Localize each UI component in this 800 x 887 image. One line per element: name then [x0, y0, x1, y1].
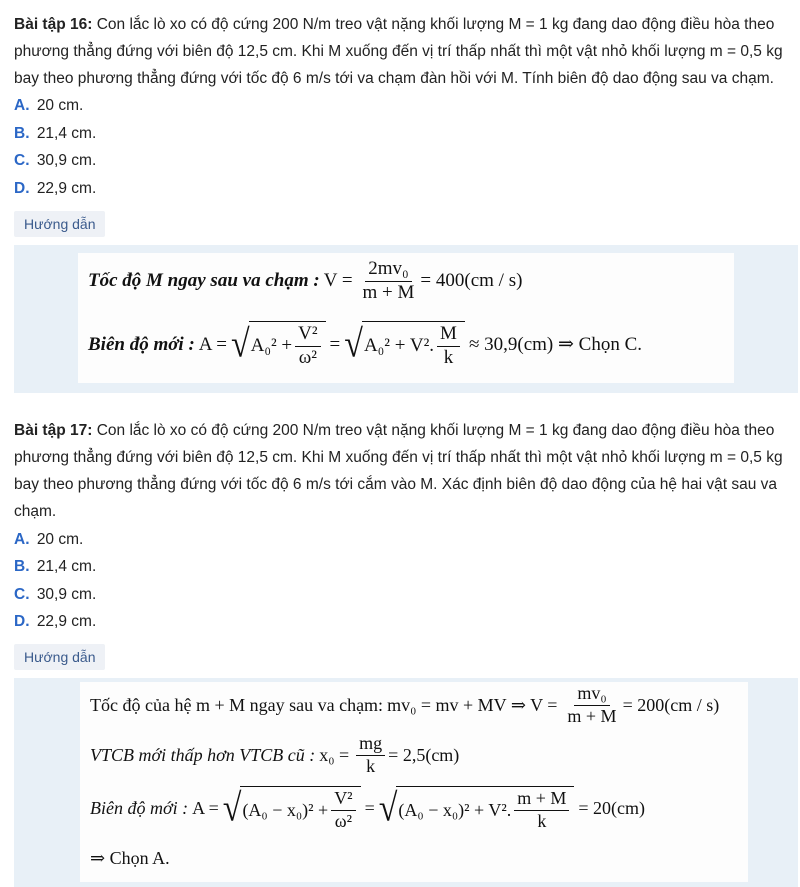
q16-solution-panel: [14, 245, 798, 393]
sol-fraction: [331, 789, 355, 832]
sol-fraction: [356, 734, 385, 777]
question-16-title: Bài tập 16:: [14, 16, 93, 33]
q16-option-b[interactable]: [14, 120, 96, 148]
frac-den: k: [537, 810, 547, 831]
frac-den: m + M: [567, 705, 617, 726]
frac-den: k: [443, 346, 454, 368]
option-text: 20 cm.: [36, 97, 84, 114]
q16-sol-line-2: [88, 321, 646, 369]
question-16: [14, 11, 786, 92]
sol-eq: =: [329, 333, 341, 355]
q17-solution-panel: [14, 678, 798, 887]
sol-eq: =: [364, 798, 375, 819]
sol-lhs: x₀ =: [319, 744, 350, 765]
sol-label: Tốc độ M ngay sau va chạm :: [88, 270, 320, 292]
q16-option-d[interactable]: [14, 175, 96, 203]
sol-label: Tốc độ của hệ m + M ngay sau va chạm:: [90, 694, 384, 715]
question-17: [14, 417, 786, 525]
frac-num: 2mv₀: [365, 259, 411, 282]
q17-solution-image: [80, 682, 748, 882]
sqrt-expression: [379, 786, 575, 832]
question-17-text: Con lắc lò xo có độ cứng 200 N/m treo vật nặng khối lượng M = 1 kg đang dao động điều hòa theo phương thẳng đứng với biên độ 12,5 cm. Khi M xuống đến vị trí thấp nhất thì một vật nhỏ khối lượng m = 0,5 kg bay theo phương thẳng đứng với tốc độ 6 m/s tới cắm vào M. Xác định biên độ dao động của hệ hai vật sau va chạm.: [14, 422, 783, 520]
frac-den: ω²: [334, 810, 353, 831]
q17-sol-line-3: [90, 786, 649, 832]
q17-option-b[interactable]: [14, 553, 96, 581]
sol-fraction: [360, 259, 418, 304]
option-letter: B.: [14, 125, 30, 142]
sqrt-expression: [344, 321, 465, 369]
sol-term: A₀² +: [250, 335, 293, 357]
radical-sign: √: [344, 323, 363, 366]
option-letter: C.: [14, 152, 30, 169]
sol-rhs: = 20(cm): [578, 798, 646, 819]
q17-option-a[interactable]: [14, 526, 83, 554]
question-17-title: Bài tập 17:: [14, 422, 93, 439]
q17-option-c[interactable]: [14, 581, 96, 609]
option-letter: B.: [14, 558, 30, 575]
q16-guide-button[interactable]: Hướng dẫn: [14, 211, 105, 237]
option-text: 21,4 cm.: [36, 558, 97, 575]
q16-solution-image: [78, 253, 734, 383]
option-text: 30,9 cm.: [36, 586, 97, 603]
radical-sign: √: [222, 786, 242, 830]
option-text: 30,9 cm.: [36, 152, 97, 169]
sol-term: (A₀ − x₀)² +: [242, 799, 329, 820]
option-letter: C.: [14, 586, 30, 603]
frac-den: ω²: [298, 346, 317, 368]
option-text: 22,9 cm.: [36, 613, 97, 630]
sol-lhs: A =: [192, 798, 219, 819]
sol-rhs: = 400(cm / s): [420, 270, 523, 292]
q17-option-d[interactable]: [14, 608, 96, 636]
q16-sol-line-1: [88, 259, 522, 304]
sqrt-expression: [223, 786, 361, 832]
sol-eq: mv₀ = mv + MV ⇒ V =: [387, 694, 558, 715]
sol-fraction: [295, 324, 320, 369]
frac-num: mg: [356, 734, 385, 756]
option-letter: D.: [14, 613, 30, 630]
sol-label: VTCB mới thấp hơn VTCB cũ :: [90, 744, 316, 765]
q16-option-a[interactable]: [14, 92, 83, 120]
sol-fraction: [564, 684, 619, 727]
frac-num: M: [437, 324, 460, 347]
radical-sign: √: [230, 323, 250, 366]
option-text: 21,4 cm.: [36, 125, 97, 142]
frac-den: k: [366, 755, 376, 776]
sol-rhs: = 200(cm / s): [622, 694, 720, 715]
sqrt-expression: [231, 321, 326, 369]
q17-guide-button[interactable]: Hướng dẫn: [14, 644, 105, 670]
option-text: 22,9 cm.: [36, 180, 97, 197]
q17-sol-line-4: [90, 848, 170, 869]
q16-option-c[interactable]: [14, 147, 96, 175]
frac-num: m + M: [514, 789, 569, 811]
option-text: 20 cm.: [36, 531, 84, 548]
option-letter: A.: [14, 531, 30, 548]
frac-den: m + M: [362, 281, 415, 303]
option-letter: D.: [14, 180, 30, 197]
question-16-text: Con lắc lò xo có độ cứng 200 N/m treo vật nặng khối lượng M = 1 kg đang dao động điều hòa theo phương thẳng đứng với biên độ 12,5 cm. Khi M xuống đến vị trí thấp nhất thì một vật nhỏ khối lượng m = 0,5 kg bay theo phương thẳng đứng với tốc độ 6 m/s tới va chạm đàn hồi với M. Tính biên độ dao động sau va chạm.: [14, 16, 783, 87]
sol-term: A₀² + V².: [363, 335, 435, 357]
sol-fraction: [437, 324, 460, 369]
q17-sol-line-2: [90, 734, 459, 777]
radical-sign: √: [378, 786, 398, 830]
sol-term: (A₀ − x₀)² + V².: [398, 799, 512, 820]
sol-fraction: [514, 789, 569, 832]
frac-num: V²: [295, 324, 320, 347]
sol-conclusion: ⇒ Chọn A.: [90, 848, 170, 868]
frac-num: mv₀: [574, 684, 609, 706]
option-letter: A.: [14, 97, 30, 114]
sol-lhs: V =: [323, 270, 353, 292]
sol-label: Biên độ mới :: [88, 333, 195, 355]
frac-num: V²: [331, 789, 355, 811]
sol-rhs: ≈ 30,9(cm) ⇒ Chọn C.: [468, 334, 642, 356]
q17-sol-line-1: [90, 684, 719, 727]
sol-lhs: A =: [198, 333, 227, 355]
sol-rhs: = 2,5(cm): [388, 744, 460, 765]
sol-label: Biên độ mới :: [90, 798, 189, 819]
